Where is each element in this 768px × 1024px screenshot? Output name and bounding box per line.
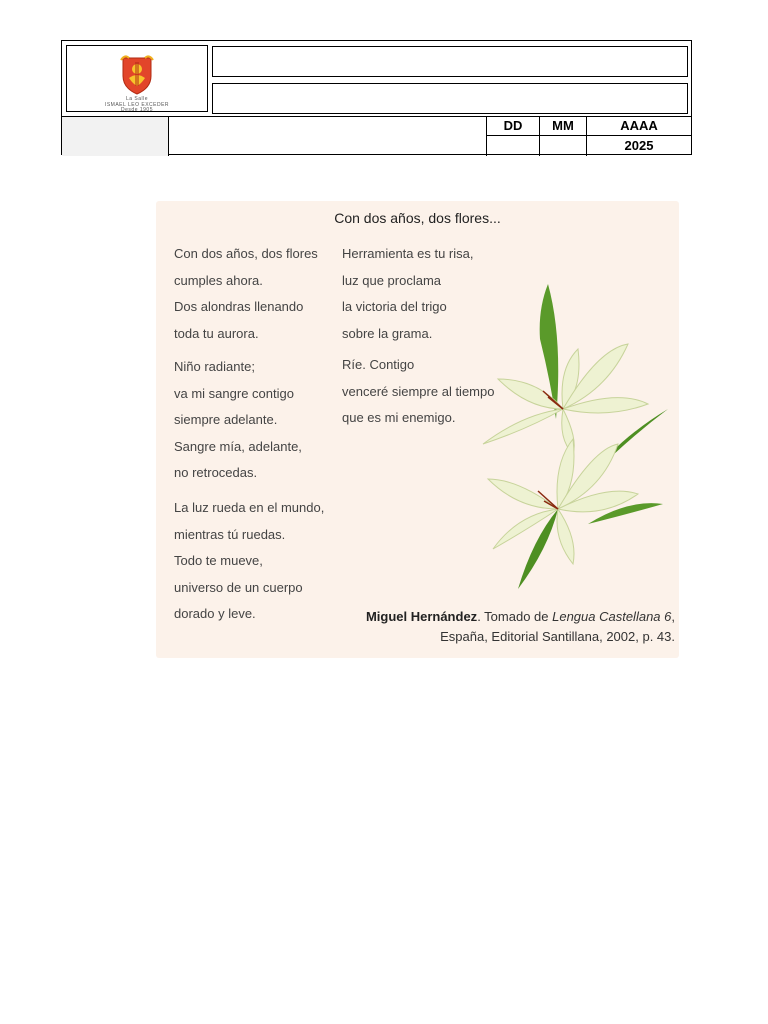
logo-box <box>66 45 208 112</box>
poem-line: Dos alondras llenando <box>174 299 304 314</box>
mm-label: MM <box>540 117 587 136</box>
poem-line: Todo te mueve, <box>174 553 263 568</box>
poem-card <box>156 201 679 658</box>
credit-line2: España, Editorial Santillana, 2002, p. 43. <box>440 629 675 644</box>
logo-text-1: La Salle <box>125 96 149 102</box>
poem-line: toda tu aurora. <box>174 325 259 341</box>
poem-line: luz que proclama <box>342 272 441 288</box>
poem-line: la victoria del trigo <box>342 299 447 314</box>
right-stanza-2 <box>342 352 494 432</box>
credit-comma: , <box>671 609 675 624</box>
logo-text-3: Desde 1905 <box>121 107 153 113</box>
poem-title: Con dos años, dos flores... <box>334 210 501 226</box>
header-table <box>61 40 692 155</box>
left-stanza-2 <box>174 354 302 487</box>
poem-line: siempre adelante. <box>174 412 278 427</box>
poem-line: dorado y leve. <box>174 606 256 621</box>
shield-logo-icon <box>117 54 157 96</box>
poem-line: Herramienta es tu risa, <box>342 246 474 261</box>
credit-prefix: . Tomado de <box>477 609 553 624</box>
poem-line: Niño radiante; <box>174 359 255 374</box>
poem-line: Sangre mía, adelante, <box>174 438 302 454</box>
right-stanza-1 <box>342 241 474 347</box>
header-field-1[interactable] <box>212 46 688 77</box>
label-cell <box>62 117 169 156</box>
poem-line: universo de un cuerpo <box>174 579 303 595</box>
credit-book: Lengua Castellana 6 <box>552 609 672 624</box>
left-stanza-3 <box>174 495 324 628</box>
dd-label: DD <box>487 117 540 136</box>
poem-line: Con dos años, dos flores <box>174 246 318 261</box>
poem-line: cumples ahora. <box>174 272 263 288</box>
poem-line: va mi sangre contigo <box>174 385 294 401</box>
poem-line: no retrocedas. <box>174 465 258 480</box>
logo-text-2: ISMAEL LEO EXCEDER <box>104 102 170 108</box>
dd-value[interactable] <box>487 136 540 156</box>
header-field-2[interactable] <box>212 83 688 114</box>
yyyy-value[interactable]: 2025 <box>624 138 654 153</box>
poem-line: que es mi enemigo. <box>342 410 456 425</box>
yyyy-label: AAAA <box>587 117 691 136</box>
credit-author: Miguel Hernández <box>365 609 478 624</box>
poem-credit <box>366 607 675 647</box>
date-row <box>62 116 691 156</box>
lily-flower-icon <box>478 279 678 599</box>
left-stanza-1 <box>174 241 318 347</box>
mm-value[interactable] <box>540 136 587 156</box>
poem-line: venceré siempre al tiempo <box>342 383 495 399</box>
poem-line: sobre la grama. <box>342 325 433 341</box>
poem-line: mientras tú ruedas. <box>174 526 286 542</box>
poem-line: La luz rueda en el mundo, <box>174 500 325 515</box>
poem-line: Ríe. Contigo <box>342 357 415 372</box>
name-cell[interactable] <box>169 117 487 156</box>
